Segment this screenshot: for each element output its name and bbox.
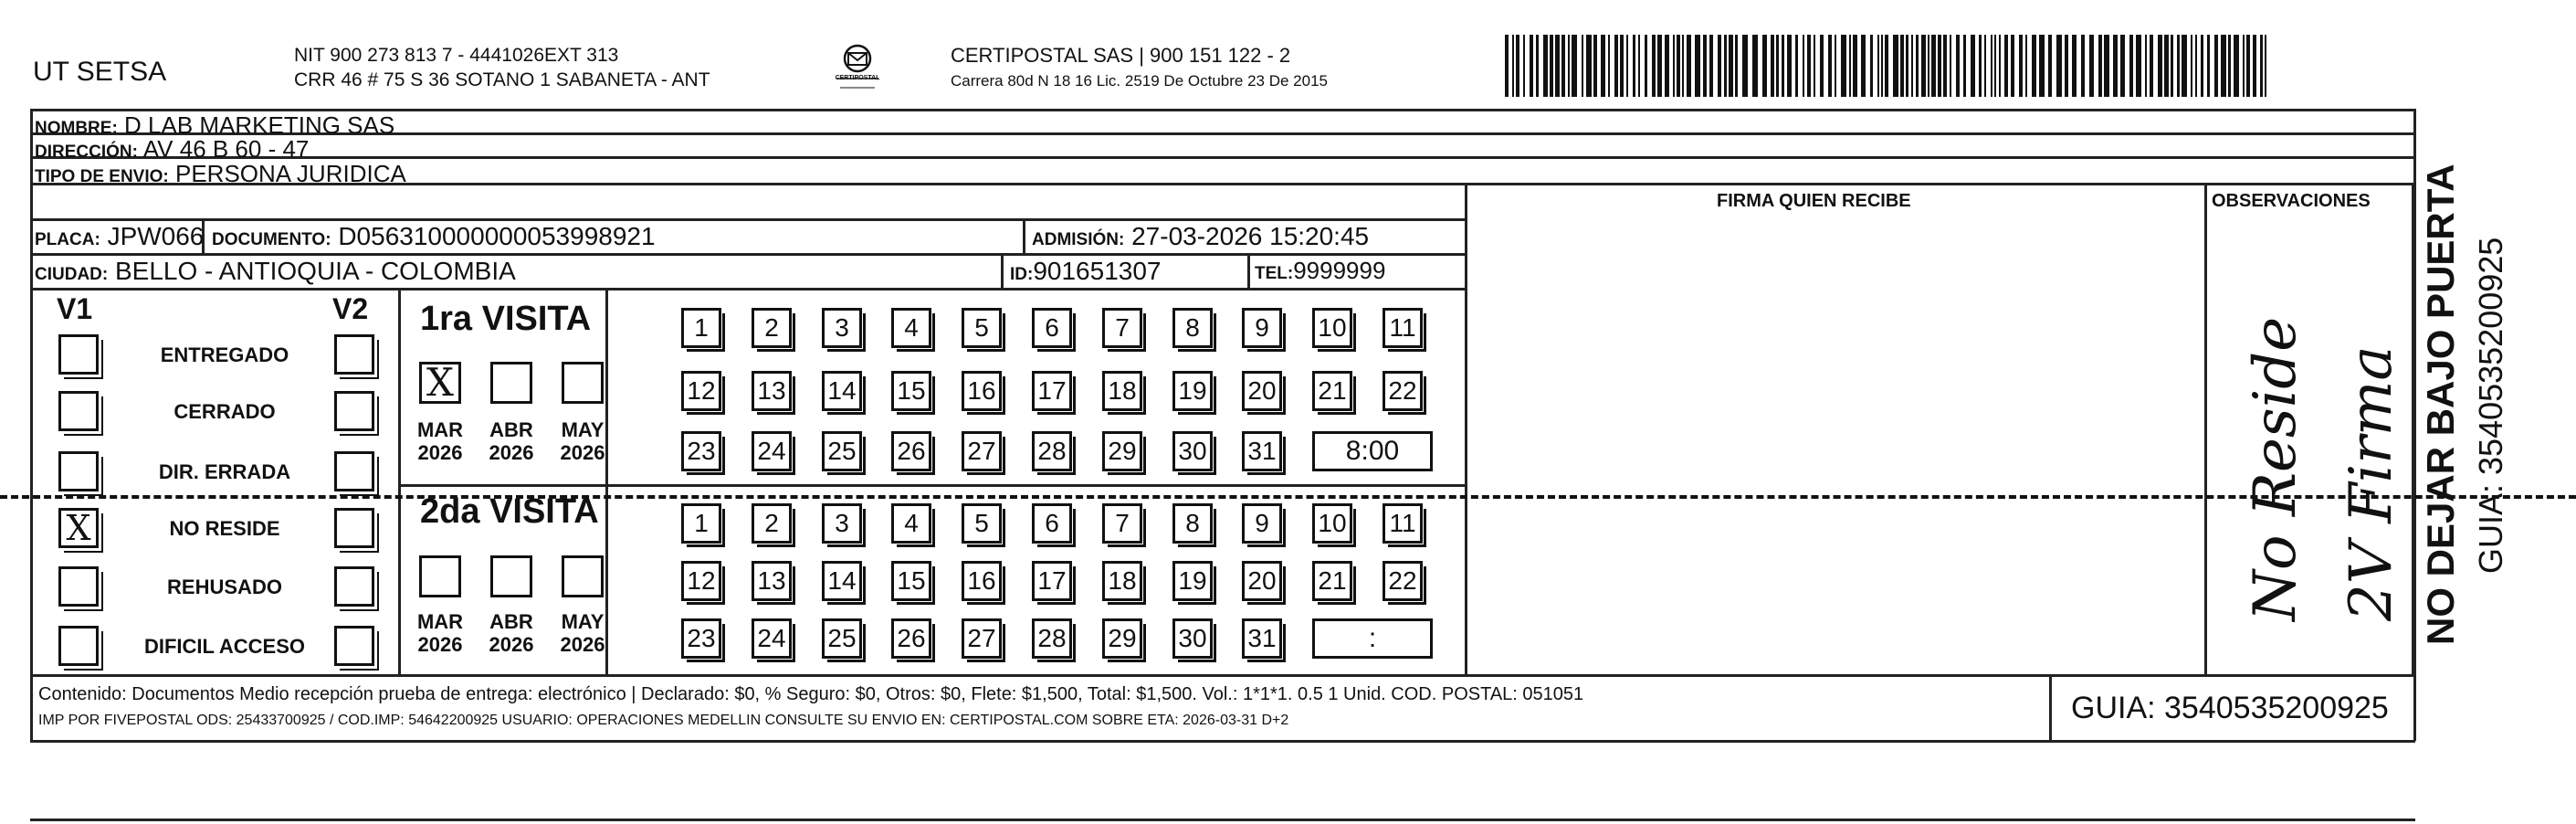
barcode-bar xyxy=(1893,35,1898,97)
day-box[interactable]: 18 xyxy=(1102,561,1142,601)
barcode-bar xyxy=(1938,35,1941,97)
v1-checkbox[interactable]: X xyxy=(58,508,99,548)
day-box[interactable]: 6 xyxy=(1032,308,1072,348)
barcode-bar xyxy=(1682,35,1684,97)
barcode-bar xyxy=(1657,35,1662,97)
day-box[interactable]: 16 xyxy=(962,561,1002,601)
day-box[interactable]: 16 xyxy=(962,371,1002,411)
tel-value: 9999999 xyxy=(1293,257,1386,284)
barcode-bar xyxy=(1620,35,1624,97)
v2-header: V2 xyxy=(332,292,369,325)
month-name: MAR xyxy=(416,418,464,441)
barcode-bar xyxy=(1950,35,1951,97)
status-label: NO RESIDE xyxy=(169,517,280,540)
month-checkbox[interactable] xyxy=(562,555,604,597)
day-box[interactable]: 24 xyxy=(752,618,792,659)
firma-header: FIRMA QUIEN RECIBE xyxy=(1717,191,1911,211)
time-box[interactable]: : xyxy=(1312,618,1433,659)
barcode xyxy=(1505,35,2272,97)
documento-row xyxy=(212,224,656,249)
month-checkbox[interactable] xyxy=(419,555,461,597)
month-year: 2026 xyxy=(417,633,463,657)
day-box[interactable]: 24 xyxy=(752,431,792,471)
status-label: DIR. ERRADA xyxy=(158,460,291,483)
barcode-bar xyxy=(2207,35,2210,97)
tel-label: TEL: xyxy=(1255,264,1294,283)
day-box[interactable]: 6 xyxy=(1032,503,1072,544)
barcode-bar xyxy=(2098,35,2102,97)
barcode-bar xyxy=(1795,35,1798,97)
barcode-bar xyxy=(2221,35,2226,97)
handwritten-no-reside: No Reside xyxy=(2242,316,2309,621)
observaciones-header: OBSERVACIONES xyxy=(2212,191,2371,211)
barcode-bar xyxy=(1928,35,1929,97)
side-warning: NO DEJAR BAJO PUERTA xyxy=(2419,164,2462,645)
month-checkbox[interactable]: X xyxy=(419,362,461,404)
barcode-bar xyxy=(2113,35,2118,97)
direccion-value: AV 46 B 60 - 47 xyxy=(142,135,310,163)
barcode-bar xyxy=(1582,35,1583,97)
barcode-bar xyxy=(1703,35,1707,97)
barcode-bar xyxy=(1999,35,2001,97)
documento-label: DOCUMENTO: xyxy=(212,230,331,249)
barcode-bar xyxy=(1841,35,1846,97)
second-visit-title: 2da VISITA xyxy=(420,492,599,531)
day-box[interactable]: 23 xyxy=(681,431,721,471)
day-box[interactable]: 25 xyxy=(822,431,862,471)
handwritten-signature: 2V Firma xyxy=(2338,345,2405,621)
status-label: CERRADO xyxy=(173,400,276,423)
barcode-bar xyxy=(1677,35,1680,97)
time-box[interactable]: 8:00 xyxy=(1312,431,1433,471)
direccion-row xyxy=(35,137,309,161)
barcode-bar xyxy=(2056,35,2062,97)
day-box[interactable]: 30 xyxy=(1172,431,1213,471)
barcode-bar xyxy=(1771,35,1774,97)
tipo-envio-label: TIPO DE ENVIO: xyxy=(35,167,169,186)
side-guia: GUIA: 3540535200925 xyxy=(2472,237,2509,574)
footer-line-1: Contenido: Documentos Medio recepción prueba de entrega: electrónico | Declarado: $0, % Seguro: $0, Otros: $0, Flete: $1,500, Total: $1,500. Vol.: 1*1*1. 0.5 1 Unid. COD. POSTAL: 051051 xyxy=(38,684,1584,704)
barcode-bar xyxy=(1979,35,1982,97)
day-box[interactable]: 12 xyxy=(681,561,721,601)
barcode-bar xyxy=(1709,35,1713,97)
barcode-bar xyxy=(2019,35,2023,97)
barcode-bar xyxy=(1608,35,1610,97)
barcode-bar xyxy=(1776,35,1779,97)
month-name: ABR xyxy=(489,418,533,441)
barcode-bar xyxy=(1724,35,1727,97)
barcode-bar xyxy=(1530,35,1533,97)
barcode-bar xyxy=(1994,35,1996,97)
v1-header: V1 xyxy=(57,292,93,325)
barcode-bar xyxy=(1991,35,1992,97)
placa-label: PLACA: xyxy=(35,230,100,249)
day-box[interactable]: 2 xyxy=(752,308,792,348)
v1-checkbox[interactable] xyxy=(58,334,99,375)
month-year: 2026 xyxy=(560,441,605,465)
barcode-bar xyxy=(2228,35,2231,97)
logo-text: CERTIPOSTAL xyxy=(835,75,880,81)
nombre-row xyxy=(35,113,394,137)
barcode-bar xyxy=(1861,35,1866,97)
day-box[interactable]: 20 xyxy=(1242,561,1282,601)
barcode-bar xyxy=(1900,35,1904,97)
barcode-bar xyxy=(1906,35,1908,97)
day-box[interactable]: 27 xyxy=(962,618,1002,659)
day-box[interactable]: 7 xyxy=(1102,308,1142,348)
placa-value: JPW066 xyxy=(107,222,205,250)
day-box[interactable]: 2 xyxy=(752,503,792,544)
barcode-bar xyxy=(2260,35,2263,97)
barcode-bar xyxy=(1665,35,1669,97)
barcode-bar xyxy=(1742,35,1748,97)
barcode-bar xyxy=(1523,35,1525,97)
barcode-bar xyxy=(2191,35,2192,97)
month-label xyxy=(551,418,615,465)
v2-checkbox[interactable] xyxy=(334,508,374,548)
day-box[interactable]: 9 xyxy=(1242,503,1282,544)
barcode-bar xyxy=(1652,35,1656,97)
barcode-bar xyxy=(2129,35,2133,97)
certipostal-line-1: CERTIPOSTAL SAS | 900 151 122 - 2 xyxy=(951,44,1291,67)
day-box[interactable]: 20 xyxy=(1242,371,1282,411)
barcode-bar xyxy=(1687,35,1691,97)
day-box[interactable]: 19 xyxy=(1172,561,1213,601)
barcode-bar xyxy=(1673,35,1675,97)
footer-guia: GUIA: 3540535200925 xyxy=(2071,691,2389,725)
month-year: 2026 xyxy=(489,441,534,465)
barcode-bar xyxy=(1943,35,1947,97)
nombre-label: NOMBRE: xyxy=(35,119,118,138)
day-box[interactable]: 11 xyxy=(1383,503,1423,544)
month-label xyxy=(479,610,543,657)
day-box[interactable]: 31 xyxy=(1242,431,1282,471)
admision-label: ADMISIÓN: xyxy=(1032,230,1125,249)
v2-checkbox[interactable] xyxy=(334,451,374,491)
day-box[interactable]: 19 xyxy=(1172,371,1213,411)
id-label: ID: xyxy=(1010,265,1034,284)
barcode-bar xyxy=(1956,35,1960,97)
barcode-bar xyxy=(2158,35,2162,97)
month-checkbox[interactable] xyxy=(490,362,532,404)
barcode-bar xyxy=(1555,35,1560,97)
barcode-bar xyxy=(1877,35,1879,97)
barcode-bar xyxy=(1916,35,1919,97)
barcode-bar xyxy=(1505,35,1509,97)
barcode-bar xyxy=(2025,35,2027,97)
barcode-bar xyxy=(1512,35,1514,97)
barcode-bar xyxy=(2039,35,2045,97)
barcode-bar xyxy=(1911,35,1913,97)
barcode-bar xyxy=(1561,35,1565,97)
v2-checkbox[interactable] xyxy=(334,626,374,666)
v1-checkbox[interactable] xyxy=(58,626,99,666)
barcode-bar xyxy=(1853,35,1857,97)
day-box[interactable]: 17 xyxy=(1032,561,1072,601)
day-box[interactable]: 10 xyxy=(1312,503,1352,544)
barcode-bar xyxy=(2145,35,2147,97)
barcode-bar xyxy=(2234,35,2239,97)
day-box[interactable]: 3 xyxy=(822,308,862,348)
ciudad-value: BELLO - ANTIOQUIA - COLOMBIA xyxy=(115,257,516,285)
barcode-bar xyxy=(2214,35,2218,97)
day-box[interactable]: 29 xyxy=(1102,618,1142,659)
admision-row xyxy=(1032,224,1369,249)
barcode-bar xyxy=(1735,35,1738,97)
barcode-bar xyxy=(2136,35,2141,97)
day-box[interactable]: 21 xyxy=(1312,371,1352,411)
barcode-bar xyxy=(1695,35,1700,97)
day-box[interactable]: 12 xyxy=(681,371,721,411)
barcode-bar xyxy=(1835,35,1836,97)
v2-checkbox[interactable] xyxy=(334,391,374,431)
barcode-bar xyxy=(1803,35,1804,97)
barcode-bar xyxy=(2246,35,2250,97)
barcode-bar xyxy=(2243,35,2245,97)
day-box[interactable]: 28 xyxy=(1032,431,1072,471)
month-year: 2026 xyxy=(560,633,605,657)
company-name: UT SETSA xyxy=(33,57,167,87)
month-name: MAY xyxy=(561,610,605,633)
day-box[interactable]: 13 xyxy=(752,371,792,411)
barcode-bar xyxy=(1921,35,1926,97)
day-box[interactable]: 9 xyxy=(1242,308,1282,348)
barcode-bar xyxy=(1568,35,1570,97)
month-year: 2026 xyxy=(489,633,534,657)
day-box[interactable]: 4 xyxy=(891,503,931,544)
footer-line-2: IMP POR FIVEPOSTAL ODS: 25433700925 / COD.IMP: 54642200925 USUARIO: OPERACIONES MEDELLIN CONSULTE SU ENVIO EN: CERTIPOSTAL.COM SOBRE ETA: 2026-03-31 D+2 xyxy=(38,713,1289,728)
barcode-bar xyxy=(1885,35,1888,97)
day-box[interactable]: 4 xyxy=(891,308,931,348)
barcode-bar xyxy=(1931,35,1936,97)
barcode-bar xyxy=(2182,35,2187,97)
barcode-bar xyxy=(1645,35,1647,97)
day-box[interactable]: 1 xyxy=(681,503,721,544)
barcode-bar xyxy=(1849,35,1851,97)
barcode-bar xyxy=(2048,35,2052,97)
tipo-envio-row xyxy=(35,162,406,185)
barcode-bar xyxy=(1626,35,1628,97)
barcode-bar xyxy=(1614,35,1618,97)
barcode-bar xyxy=(2032,35,2036,97)
month-label xyxy=(551,610,615,657)
day-box[interactable]: 15 xyxy=(891,561,931,601)
day-box[interactable]: 15 xyxy=(891,371,931,411)
day-box[interactable]: 8 xyxy=(1172,503,1213,544)
barcode-bar xyxy=(2265,35,2266,97)
v1-checkbox[interactable] xyxy=(58,451,99,491)
barcode-bar xyxy=(1633,35,1635,97)
barcode-bar xyxy=(1881,35,1883,97)
barcode-bar xyxy=(2150,35,2153,97)
day-box[interactable]: 21 xyxy=(1312,561,1352,601)
barcode-bar xyxy=(2164,35,2169,97)
barcode-bar xyxy=(1586,35,1592,97)
barcode-bar xyxy=(1550,35,1553,97)
status-label: REHUSADO xyxy=(167,576,282,598)
month-checkbox[interactable] xyxy=(490,555,532,597)
month-label xyxy=(408,418,472,465)
day-box[interactable]: 27 xyxy=(962,431,1002,471)
barcode-bar xyxy=(1638,35,1640,97)
day-box[interactable]: 17 xyxy=(1032,371,1072,411)
barcode-bar xyxy=(1971,35,1975,97)
barcode-bar xyxy=(1543,35,1548,97)
barcode-bar xyxy=(1593,35,1597,97)
day-box[interactable]: 28 xyxy=(1032,618,1072,659)
barcode-bar xyxy=(1601,35,1605,97)
day-box[interactable]: 14 xyxy=(822,561,862,601)
v2-checkbox[interactable] xyxy=(334,334,374,375)
barcode-bar xyxy=(2253,35,2256,97)
v1-checkbox[interactable] xyxy=(58,391,99,431)
direccion-label: DIRECCIÓN: xyxy=(35,143,138,162)
barcode-bar xyxy=(1729,35,1733,97)
address-line: CRR 46 # 75 S 36 SOTANO 1 SABANETA - ANT xyxy=(294,69,710,90)
barcode-bar xyxy=(1516,35,1519,97)
barcode-bar xyxy=(1984,35,1986,97)
tipo-envio-value: PERSONA JURIDICA xyxy=(174,160,406,187)
barcode-bar xyxy=(1828,35,1832,97)
day-box[interactable]: 11 xyxy=(1383,308,1423,348)
barcode-bar xyxy=(1752,35,1758,97)
day-box[interactable]: 29 xyxy=(1102,431,1142,471)
nit-line: NIT 900 273 813 7 - 4441026EXT 313 xyxy=(294,45,619,66)
barcode-bar xyxy=(1787,35,1792,97)
day-box[interactable]: 26 xyxy=(891,618,931,659)
day-box[interactable]: 10 xyxy=(1312,308,1352,348)
month-checkbox[interactable] xyxy=(562,362,604,404)
first-visit-title: 1ra VISITA xyxy=(420,300,592,338)
day-box[interactable]: 3 xyxy=(822,503,862,544)
day-box[interactable]: 18 xyxy=(1102,371,1142,411)
day-box[interactable]: 8 xyxy=(1172,308,1213,348)
barcode-bar xyxy=(2072,35,2077,97)
barcode-bar xyxy=(2081,35,2085,97)
day-box[interactable]: 25 xyxy=(822,618,862,659)
ciudad-label: CIUDAD: xyxy=(35,265,109,284)
ciudad-row xyxy=(35,259,516,284)
day-box[interactable]: 14 xyxy=(822,371,862,411)
barcode-bar xyxy=(2201,35,2203,97)
nombre-value: D LAB MARKETING SAS xyxy=(124,111,395,139)
certipostal-line-2: Carrera 80d N 18 16 Lic. 2519 De Octubre 23 De 2015 xyxy=(951,72,1328,90)
day-box[interactable]: 13 xyxy=(752,561,792,601)
barcode-bar xyxy=(2065,35,2068,97)
day-box[interactable]: 5 xyxy=(962,503,1002,544)
id-value: 901651307 xyxy=(1033,257,1162,285)
v2-checkbox[interactable] xyxy=(334,566,374,607)
month-name: MAY xyxy=(561,418,605,441)
month-year: 2026 xyxy=(417,441,463,465)
tel-row xyxy=(1255,259,1385,282)
barcode-bar xyxy=(1814,35,1815,97)
month-name: ABR xyxy=(489,610,533,633)
month-name: MAR xyxy=(416,610,464,633)
barcode-bar xyxy=(2195,35,2197,97)
envelope-logo-icon xyxy=(835,42,880,93)
status-label: ENTREGADO xyxy=(160,343,289,366)
month-label xyxy=(479,418,543,465)
barcode-bar xyxy=(1820,35,1824,97)
certipostal-logo xyxy=(835,42,880,93)
barcode-bar xyxy=(2120,35,2125,97)
day-box[interactable]: 23 xyxy=(681,618,721,659)
admision-value: 27-03-2026 15:20:45 xyxy=(1131,222,1370,250)
barcode-bar xyxy=(1762,35,1767,97)
barcode-bar xyxy=(2089,35,2094,97)
barcode-bar xyxy=(2011,35,2014,97)
v1-checkbox[interactable] xyxy=(58,566,99,607)
placa-row xyxy=(35,224,204,249)
barcode-bar xyxy=(1963,35,1966,97)
day-box[interactable]: 22 xyxy=(1383,561,1423,601)
barcode-bar xyxy=(1718,35,1721,97)
day-box[interactable]: 22 xyxy=(1383,371,1423,411)
barcode-bar xyxy=(1782,35,1784,97)
documento-value: D056310000000053998921 xyxy=(338,222,656,250)
month-label xyxy=(408,610,472,657)
day-box[interactable]: 7 xyxy=(1102,503,1142,544)
day-box[interactable]: 1 xyxy=(681,308,721,348)
barcode-bar xyxy=(1870,35,1873,97)
barcode-bar xyxy=(2171,35,2173,97)
id-row xyxy=(1010,259,1161,284)
barcode-bar xyxy=(2177,35,2180,97)
barcode-bar xyxy=(2004,35,2008,97)
barcode-bar xyxy=(2104,35,2109,97)
barcode-bar xyxy=(1536,35,1539,97)
day-box[interactable]: 26 xyxy=(891,431,931,471)
day-box[interactable]: 30 xyxy=(1172,618,1213,659)
barcode-bar xyxy=(1807,35,1811,97)
day-box[interactable]: 31 xyxy=(1242,618,1282,659)
barcode-bar xyxy=(1572,35,1577,97)
day-box[interactable]: 5 xyxy=(962,308,1002,348)
status-label: DIFICIL ACCESO xyxy=(143,635,305,658)
